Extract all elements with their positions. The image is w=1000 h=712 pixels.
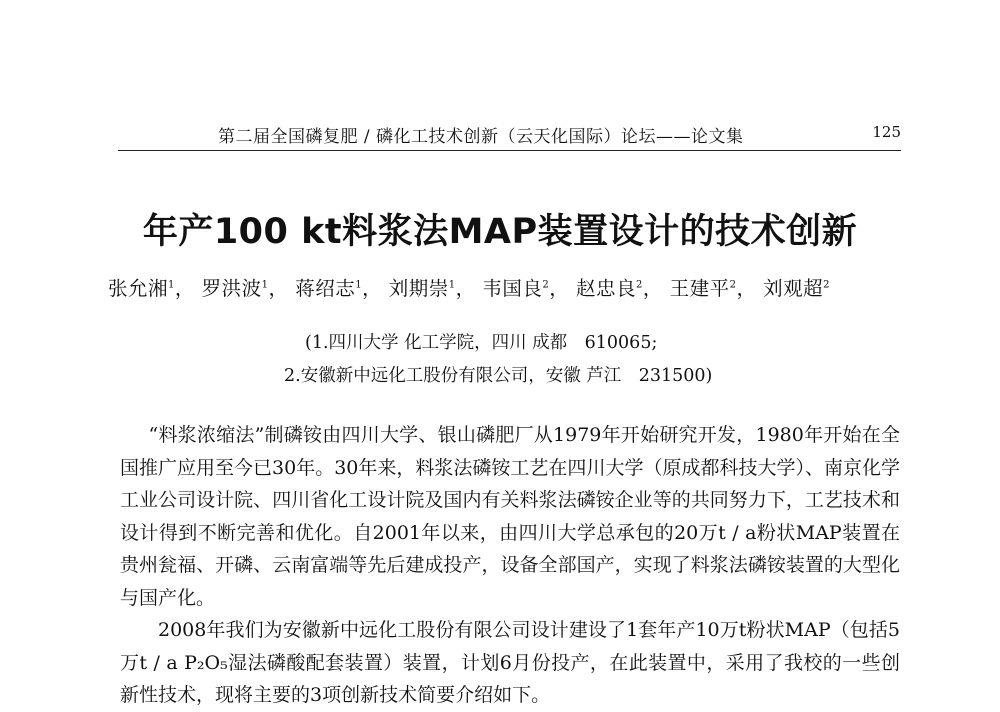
author: 罗洪波$^1$ (201, 277, 269, 300)
author: 刘观超$^2$ (763, 277, 831, 300)
author: 王建平$^2$ (669, 277, 737, 300)
body-text (120, 419, 900, 712)
author-list: 张允湘$^1$， 罗洪波$^1$， 蒋绍志$^1$， 刘期崇$^1$， 韦国良$^2$， 赵忠良$^2$， 王建平$^2$， 刘观超$^2$ (108, 277, 831, 300)
author: 刘期崇$^1$ (388, 277, 456, 300)
author: 蒋绍志$^1$ (295, 277, 363, 300)
paper-title: 年产100 kt料浆法MAP装置设计的技术创新 (142, 212, 858, 252)
affiliation-1: (1.四川大学 化工学院，四川 成都 610065; (305, 333, 658, 353)
paragraph: 2008年我们为安徽新中远化工股份有限公司设计建设了1套年产10万t粉状MAP（包括5万t / a P₂O₅湿法磷酸配套装置）装置，计划6月份投产，在此装置中，采用了我校的一些创新性技术，现将主要的3项创新技术简要介绍如下。 (120, 619, 900, 706)
paragraph: “料浆浓缩法”制磷铵由四川大学、银山磷肥厂从1979年开始研究开发，1980年开始在全国推广应用至今已30年。30年来，料浆法磷铵工艺在四川大学（原成都科技大学）、南京化学工业公司设计院、四川省化工设计院及国内有关料浆法磷铵企业等的共同努力下，工艺技术和设计得到不断完善和优化。自2001年以来，由四川大学总承包的20万t / a粉状MAP装置在贵州瓮福、开磷、云南富端等先后建成投产，设备全部国产，实现了料浆法磷铵装置的大型化与国产化。 (120, 424, 900, 609)
author: 韦国良$^2$ (482, 277, 550, 300)
page-number: 125 (872, 123, 901, 141)
author: 张允湘$^1$ (108, 277, 175, 300)
author: 赵忠良$^2$ (575, 277, 643, 300)
affiliation-2: 2.安徽新中远化工股份有限公司，安徽 芦江 231500) (284, 366, 713, 386)
running-header (118, 118, 901, 151)
journal-title: 第二届全国磷复肥 / 磷化工技术创新（云天化国际）论坛——论文集 (218, 127, 744, 147)
